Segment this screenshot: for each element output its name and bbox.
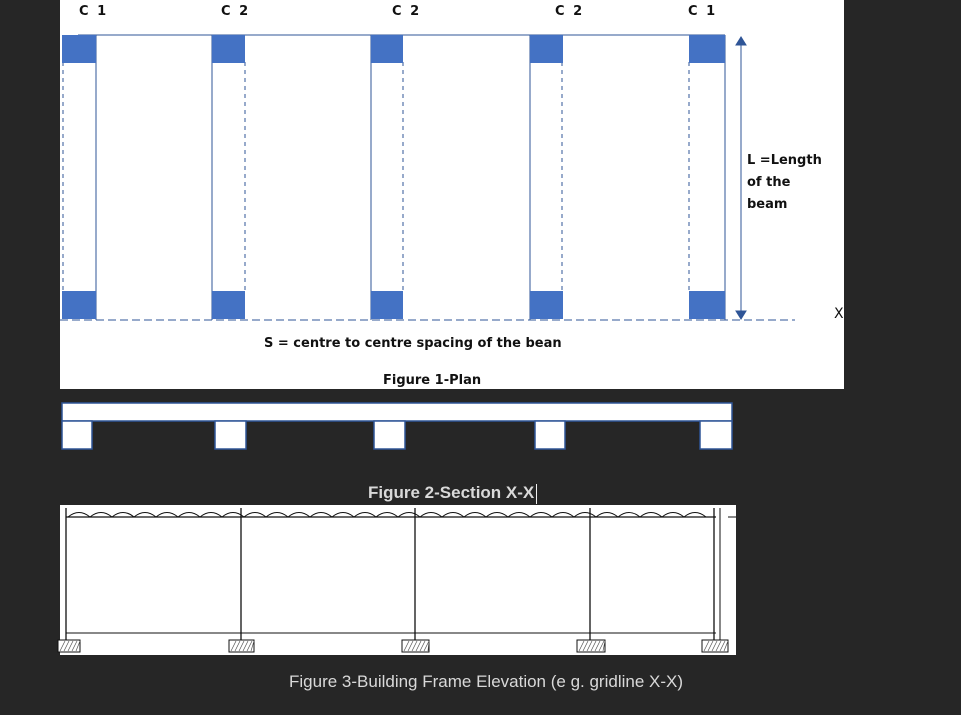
column-label-c1-right: C 1 [688, 4, 718, 19]
beam-lines [63, 35, 725, 320]
column-c2-bottom-a [212, 291, 245, 319]
columns-top-row [62, 35, 725, 63]
spacing-label: S = centre to centre spacing of the bean [264, 336, 562, 351]
column-c2-bottom-b [371, 291, 403, 319]
length-label [747, 150, 822, 216]
column-c2-bottom-c [530, 291, 563, 319]
section-column-3 [374, 421, 405, 449]
column-c1-bottom-left [62, 291, 96, 319]
column-c2-top-c [530, 35, 563, 63]
length-dimension-arrow [736, 37, 746, 319]
section-column-1 [62, 421, 92, 449]
text-cursor [536, 484, 537, 504]
columns-bottom-row [62, 291, 725, 319]
section-column-4 [535, 421, 565, 449]
gridline-x-label: X [834, 306, 844, 322]
column-c2-top-b [371, 35, 403, 63]
length-label-line-1: L =Length [747, 153, 822, 168]
section-slab [62, 403, 732, 421]
section-column-5 [700, 421, 732, 449]
column-c1-bottom-right [689, 291, 725, 319]
column-label-c2-c: C 2 [555, 4, 585, 19]
column-label-c2-a: C 2 [221, 4, 251, 19]
length-label-line-2: of the [747, 175, 791, 190]
column-label-c2-b: C 2 [392, 4, 422, 19]
figure-2-caption-text: Figure 2-Section X-X [368, 483, 535, 502]
figure-1-caption: Figure 1-Plan [383, 373, 482, 388]
section-column-2 [215, 421, 246, 449]
length-label-line-3: beam [747, 197, 788, 212]
figure-3-caption: Figure 3-Building Frame Elevation (e g. gridline X-X) [289, 672, 684, 691]
figure-2-caption [368, 483, 537, 504]
column-c1-top-left [62, 35, 96, 63]
column-c2-top-a [212, 35, 245, 63]
column-c1-top-right [689, 35, 725, 63]
section-drawing [62, 403, 732, 449]
column-label-c1-left: C 1 [79, 4, 109, 19]
